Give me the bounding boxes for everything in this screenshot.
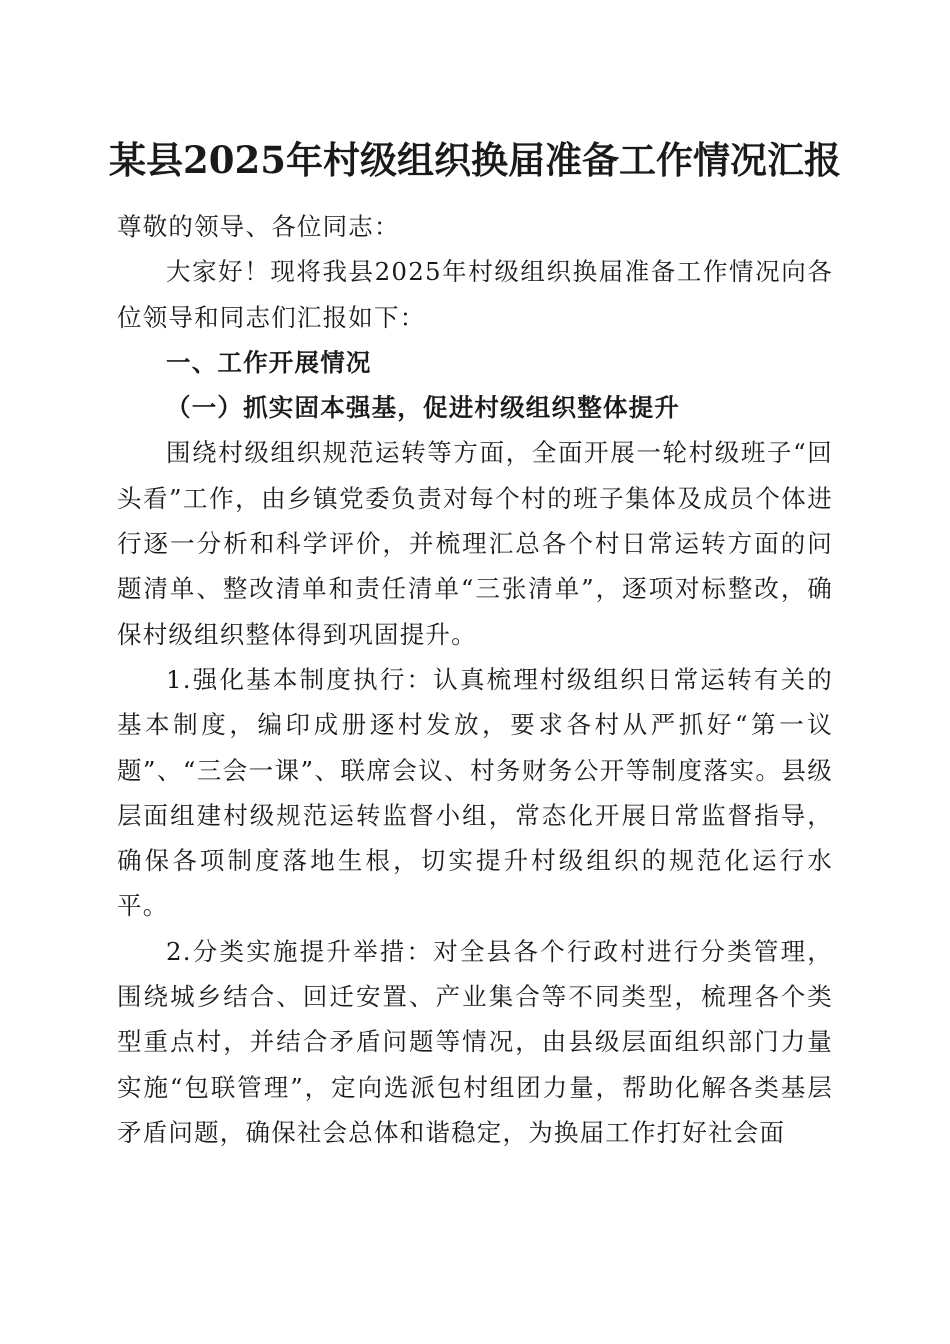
body-paragraph: 围绕村级组织规范运转等方面，全面开展一轮村级班子“回头看”工作，由乡镇党委负责对每个村的班子集体及成员个体进行逐一分析和科学评价，并梳理汇总各个村日常运转方面的问题清单、整改清单和责任清单“三张清单”，逐项对标整改，确保村级组织整体得到巩固提升。 (117, 438, 833, 649)
intro-paragraph: 大家好！现将我县2025年村级组织换届准备工作情况向各位领导和同志们汇报如下： (117, 257, 833, 332)
document-title: 某县2025年村级组织换届准备工作情况汇报 (109, 138, 841, 182)
salutation: 尊敬的领导、各位同志： (117, 212, 400, 241)
body-paragraph: 2.分类实施提升举措：对全县各个行政村进行分类管理，围绕城乡结合、回迁安置、产业集合等不同类型，梳理各个类型重点村，并结合矛盾问题等情况，由县级层面组织部门力量实施“包联管理”，定向选派包村组团力量，帮助化解各类基层矛盾问题，确保社会总体和谐稳定，为换届工作打好社会面 (117, 936, 833, 1147)
subsection-heading: （一）抓实固本强基，促进村级组织整体提升 (166, 393, 680, 423)
body-paragraph: 1.强化基本制度执行：认真梳理村级组织日常运转有关的基本制度，编印成册逐村发放，要求各村从严抓好“第一议题”、“三会一课”、联席会议、村务财务公开等制度落实。县级层面组建村级规范运转监督小组，常态化开展日常监督指导，确保各项制度落地生根，切实提升村级组织的规范化运行水平。 (117, 664, 833, 921)
section-heading: 一、工作开展情况 (166, 347, 372, 377)
document-body (117, 204, 833, 1155)
